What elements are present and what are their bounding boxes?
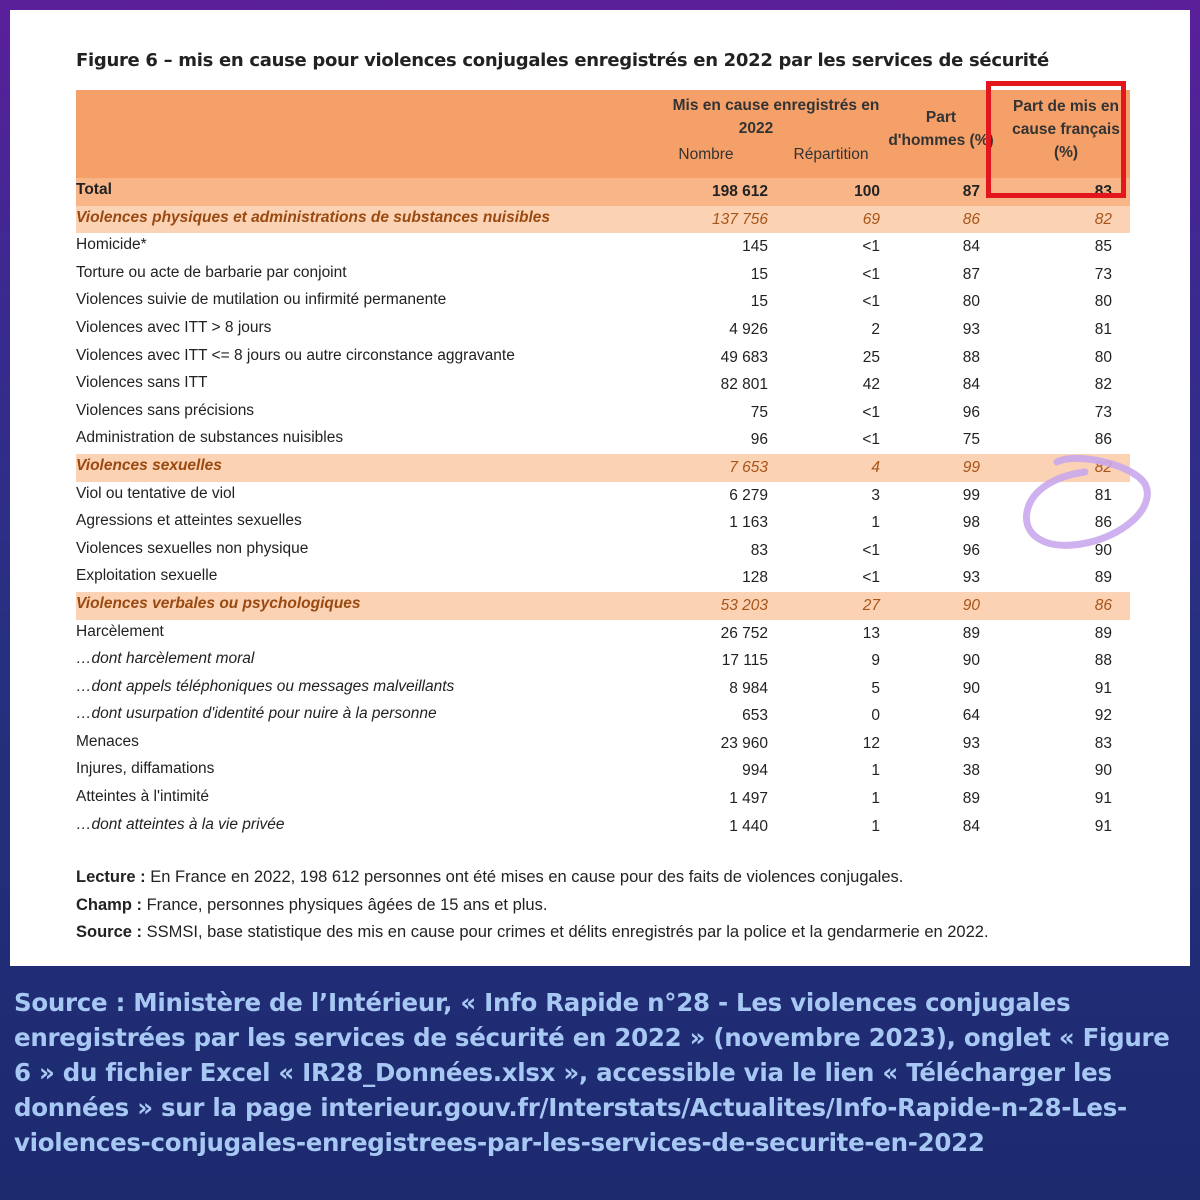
table-row	[76, 261, 1130, 289]
cell-repartition: 1	[871, 762, 880, 780]
cell-nombre: 6 279	[729, 486, 768, 504]
cell-nombre: 23 960	[720, 734, 768, 752]
cell-hommes: 64	[962, 707, 980, 725]
cell-repartition: 0	[871, 707, 880, 725]
cell-nombre: 4 926	[729, 320, 768, 338]
row-label: Atteintes à l'intimité	[76, 788, 210, 806]
cell-nombre: 17 115	[721, 652, 768, 670]
cell-repartition: 1	[871, 817, 880, 835]
cell-nombre: 653	[742, 707, 768, 725]
cell-nombre: 49 683	[720, 348, 768, 366]
cell-francais: 91	[1094, 790, 1112, 808]
table-row	[76, 564, 1130, 592]
cell-francais: 73	[1094, 403, 1112, 421]
note-lecture	[76, 864, 989, 892]
cell-hommes: 93	[962, 569, 980, 587]
figure-title: Figure 6 – mis en cause pour violences conjugales enregistrés en 2022 par les services de sécurité	[76, 50, 1049, 71]
header-col-hommes-2: d'hommes (%)	[888, 132, 994, 149]
table-row	[76, 426, 1130, 454]
row-label: …dont atteintes à la vie privée	[76, 815, 285, 833]
table-header	[76, 90, 1130, 178]
table-row-total	[76, 178, 1130, 206]
row-label: Violences physiques et administrations de substances nuisibles	[76, 208, 551, 226]
cell-hommes: 86	[962, 210, 980, 228]
cell-francais: 82	[1094, 458, 1112, 476]
note-lecture-label: Lecture :	[76, 868, 146, 886]
cell-francais: 86	[1094, 596, 1112, 614]
cell-nombre: 75	[750, 403, 768, 421]
cell-francais: 83	[1094, 183, 1112, 200]
cell-repartition: 42	[862, 376, 880, 394]
cell-hommes: 75	[962, 431, 980, 449]
note-source	[76, 919, 989, 947]
cell-nombre: 26 752	[720, 624, 768, 642]
header-col-francais-1: Part de mis en	[1013, 98, 1119, 115]
row-label: Harcèlement	[76, 622, 164, 640]
row-label: Torture ou acte de barbarie par conjoint	[76, 263, 347, 281]
cell-repartition: <1	[862, 541, 880, 559]
cell-hommes: 87	[962, 265, 980, 283]
header-group-label-2: 2022	[738, 120, 774, 137]
cell-hommes: 99	[962, 486, 980, 504]
header-col-francais-3: (%)	[1053, 144, 1079, 161]
note-champ	[76, 892, 989, 920]
note-source-text: SSMSI, base statistique des mis en cause pour crimes et délits enregistrés par la police et la gendarmerie en 2022.	[142, 923, 989, 941]
cell-nombre: 15	[750, 293, 768, 311]
cell-nombre: 1 440	[729, 817, 768, 835]
cell-repartition: <1	[862, 293, 880, 311]
table-row	[76, 316, 1130, 344]
table-row	[76, 233, 1130, 261]
cell-repartition: <1	[862, 265, 880, 283]
cell-hommes: 84	[962, 376, 980, 394]
table-row	[76, 537, 1130, 565]
cell-repartition: 12	[862, 734, 880, 752]
cell-hommes: 80	[962, 293, 980, 311]
note-lecture-text: En France en 2022, 198 612 personnes ont été mises en cause pour des faits de violences conjugales.	[145, 868, 904, 886]
cell-francais: 80	[1094, 293, 1112, 311]
row-label: Viol ou tentative de viol	[76, 484, 236, 502]
row-label: Agressions et atteintes sexuelles	[76, 512, 302, 530]
cell-nombre: 8 984	[729, 679, 768, 697]
cell-francais: 88	[1094, 652, 1112, 670]
cell-francais: 81	[1094, 486, 1112, 504]
table-body	[76, 178, 1130, 840]
cell-repartition: 3	[871, 486, 880, 504]
header-col-hommes-1: Part	[925, 109, 957, 126]
cell-repartition: 100	[854, 183, 880, 200]
cell-repartition: 2	[871, 320, 880, 338]
cell-nombre: 198 612	[711, 183, 768, 200]
row-label: Violences sans ITT	[76, 374, 208, 392]
header-col-repartition: Répartition	[793, 146, 869, 163]
cell-hommes: 93	[962, 320, 980, 338]
cell-hommes: 99	[962, 458, 980, 476]
cell-hommes: 90	[962, 679, 980, 697]
note-champ-label: Champ :	[76, 895, 142, 914]
cell-francais: 90	[1094, 541, 1112, 559]
cell-hommes: 90	[962, 596, 980, 614]
row-label: Administration de substances nuisibles	[76, 429, 344, 447]
cell-francais: 80	[1094, 348, 1112, 366]
cell-hommes: 98	[962, 514, 980, 532]
cell-nombre: 83	[750, 541, 768, 559]
cell-francais: 86	[1094, 431, 1112, 449]
row-label: Total	[76, 181, 112, 198]
table-row	[76, 702, 1130, 730]
table-row	[76, 785, 1130, 813]
cell-repartition: 69	[862, 210, 880, 228]
cell-francais: 83	[1094, 734, 1112, 752]
cell-francais: 91	[1094, 679, 1112, 697]
note-champ-text: France, personnes physiques âgées de 15 ans et plus.	[142, 895, 548, 914]
cell-francais: 92	[1094, 707, 1112, 725]
row-label: Violences avec ITT <= 8 jours ou autre circonstance aggravante	[76, 346, 515, 364]
cell-repartition: 1	[871, 514, 880, 532]
cell-hommes: 88	[962, 348, 980, 366]
cell-repartition: 5	[871, 679, 880, 697]
table-row	[76, 730, 1130, 758]
table-row	[76, 288, 1130, 316]
row-label: …dont harcèlement moral	[76, 650, 255, 668]
cell-nombre: 53 203	[720, 596, 768, 614]
row-label: …dont appels téléphoniques ou messages malveillants	[76, 677, 455, 695]
cell-hommes: 87	[962, 183, 980, 200]
table-row-category	[76, 454, 1130, 482]
table-row	[76, 344, 1130, 372]
cell-francais: 89	[1094, 569, 1112, 587]
cell-francais: 81	[1094, 320, 1112, 338]
cell-repartition: <1	[862, 431, 880, 449]
cell-francais: 85	[1094, 238, 1112, 256]
cell-hommes: 89	[962, 790, 980, 808]
cell-nombre: 1 497	[729, 790, 768, 808]
row-label: Homicide*	[76, 236, 147, 254]
table-row	[76, 675, 1130, 703]
cell-francais: 90	[1094, 762, 1112, 780]
cell-francais: 86	[1094, 514, 1112, 532]
cell-nombre: 145	[742, 238, 768, 256]
cell-repartition: 25	[862, 348, 880, 366]
row-label: …dont usurpation d'identité pour nuire à la personne	[76, 705, 437, 723]
table-row	[76, 647, 1130, 675]
cell-repartition: 9	[871, 652, 880, 670]
table-row	[76, 482, 1130, 510]
document-page	[10, 10, 1190, 966]
cell-nombre: 15	[750, 265, 768, 283]
cell-hommes: 96	[962, 403, 980, 421]
cell-nombre: 1 163	[729, 514, 768, 532]
cell-nombre: 994	[742, 762, 768, 780]
cell-repartition: 13	[862, 624, 880, 642]
row-label: Violences sans précisions	[76, 401, 255, 419]
cell-francais: 82	[1094, 376, 1112, 394]
row-label: Menaces	[76, 732, 139, 750]
table-row	[76, 371, 1130, 399]
note-source-label: Source :	[76, 923, 143, 941]
table-row-category	[76, 592, 1130, 620]
cell-nombre: 128	[742, 569, 768, 587]
cell-hommes: 89	[962, 624, 980, 642]
highlight-box	[986, 81, 1126, 198]
cell-francais: 91	[1094, 817, 1112, 835]
cell-francais: 82	[1094, 210, 1112, 228]
row-label: Injures, diffamations	[76, 760, 215, 778]
cell-hommes: 96	[962, 541, 980, 559]
cell-hommes: 38	[962, 762, 980, 780]
cell-hommes: 93	[962, 734, 980, 752]
cell-repartition: 1	[871, 790, 880, 808]
header-col-nombre: Nombre	[678, 146, 734, 163]
cell-repartition: 4	[871, 458, 880, 476]
row-label: Violences suivie de mutilation ou infirmité permanente	[76, 291, 447, 309]
row-label: Exploitation sexuelle	[76, 567, 218, 585]
row-label: Violences avec ITT > 8 jours	[76, 318, 272, 336]
header-col-francais-2: cause français	[1012, 121, 1120, 138]
cell-nombre: 82 801	[720, 376, 768, 394]
table-row	[76, 620, 1130, 648]
cell-hommes: 84	[962, 238, 980, 256]
table-row	[76, 509, 1130, 537]
cell-francais: 73	[1094, 265, 1112, 283]
cell-hommes: 84	[962, 817, 980, 835]
table-row	[76, 399, 1130, 427]
circle-annotation	[1015, 450, 1165, 560]
table-row	[76, 813, 1130, 841]
table-row	[76, 757, 1130, 785]
header-group-label-1: Mis en cause enregistrés en	[672, 97, 880, 114]
cell-repartition: 27	[862, 596, 880, 614]
source-caption: Source : Ministère de l’Intérieur, « Info Rapide n°28 - Les violences conjugales enregistrées par les services de sécurité en 2022 » (novembre 2023), onglet « Figure 6 » du fichier Excel « IR28_Données.xlsx », accessible via le lien « Télécharger les données » sur la page interieur.gouv.fr/Interstats/Actualites/Info-Rapide-n-28-Les-violences-conjugales-enregistrees-par-les-services-de-securite-en-2022	[14, 988, 1170, 1157]
cell-repartition: <1	[862, 403, 880, 421]
cell-repartition: <1	[862, 569, 880, 587]
cell-nombre: 137 756	[711, 210, 768, 228]
cell-francais: 89	[1094, 624, 1112, 642]
cell-nombre: 96	[750, 431, 768, 449]
row-label: Violences verbales ou psychologiques	[76, 594, 361, 612]
cell-hommes: 90	[962, 652, 980, 670]
table-notes	[76, 864, 989, 947]
cell-repartition: <1	[862, 238, 880, 256]
table-row-category	[76, 206, 1130, 234]
cell-nombre: 7 653	[729, 458, 768, 476]
row-label: Violences sexuelles	[76, 456, 222, 474]
row-label: Violences sexuelles non physique	[76, 539, 309, 557]
